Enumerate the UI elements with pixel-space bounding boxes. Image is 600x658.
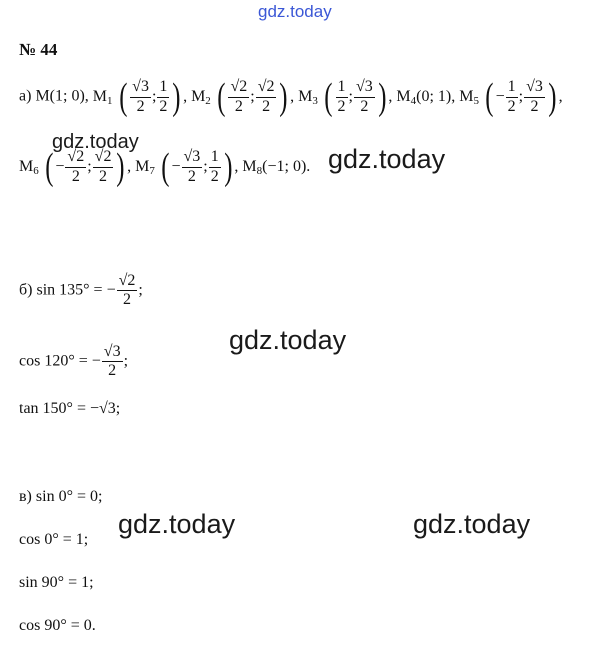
part-v-cos-90: cos 90° = 0. <box>19 617 96 634</box>
watermark-right-top: gdz.today <box>328 144 446 174</box>
part-v-cos-0: cos 0° = 1; <box>19 531 89 548</box>
part-v-sin-90: sin 90° = 1; <box>19 574 94 591</box>
watermark-bottom-right: gdz.today <box>413 509 531 539</box>
point-m6: $M_6$ ( − $\frac{√2}{2}$ ; $\frac{√2}{2}$ ) , <box>19 146 132 188</box>
part-a-line-2 <box>19 148 310 186</box>
part-b-sin-135: б) sin 135° = − $\frac{√2}{2}$ ; <box>19 272 143 309</box>
point-m2: $M_2$ ( $\frac{√2}{2}$ ; $\frac{√2}{2}$ ) , <box>191 76 295 118</box>
point-m5: $M_5$ ( − $\frac{1}{2}$ ; $\frac{√3}{2}$ ) , <box>459 76 563 118</box>
part-a-line-1 <box>19 78 563 116</box>
problem-number: № 44 <box>19 40 58 59</box>
part-v-sin-0: в) sin 0° = 0; <box>19 488 103 505</box>
watermark-bottom-left: gdz.today <box>118 509 236 539</box>
point-m: M(1; 0), <box>35 87 89 105</box>
point-m7: $M_7$ ( − $\frac{√3}{2}$ ; $\frac{1}{2}$ ) , <box>135 146 239 188</box>
point-m3: $M_3$ ( $\frac{1}{2}$ ; $\frac{√3}{2}$ ) , <box>298 76 393 118</box>
watermark-middle: gdz.today <box>229 325 347 355</box>
point-m4: $M_4(0$; 1), <box>396 87 456 107</box>
part-v-label: в) <box>19 488 32 505</box>
part-b-cos-120: cos 120° = − $\frac{√3}{2}$ ; <box>19 343 129 380</box>
watermark-small: gdz.today <box>52 131 139 153</box>
watermark-top: gdz.today <box>258 2 332 21</box>
part-a-label: а) <box>19 87 32 105</box>
point-m8: $M_8(-1$; 0). <box>242 157 311 177</box>
part-b-label: б) <box>19 281 33 299</box>
part-b-tan-150: tan 150° = −√3; <box>19 400 121 417</box>
point-m1: $M_1$ ( $\frac{√3}{2}$ ; $\frac{1}{2}$ ) , <box>92 76 188 118</box>
